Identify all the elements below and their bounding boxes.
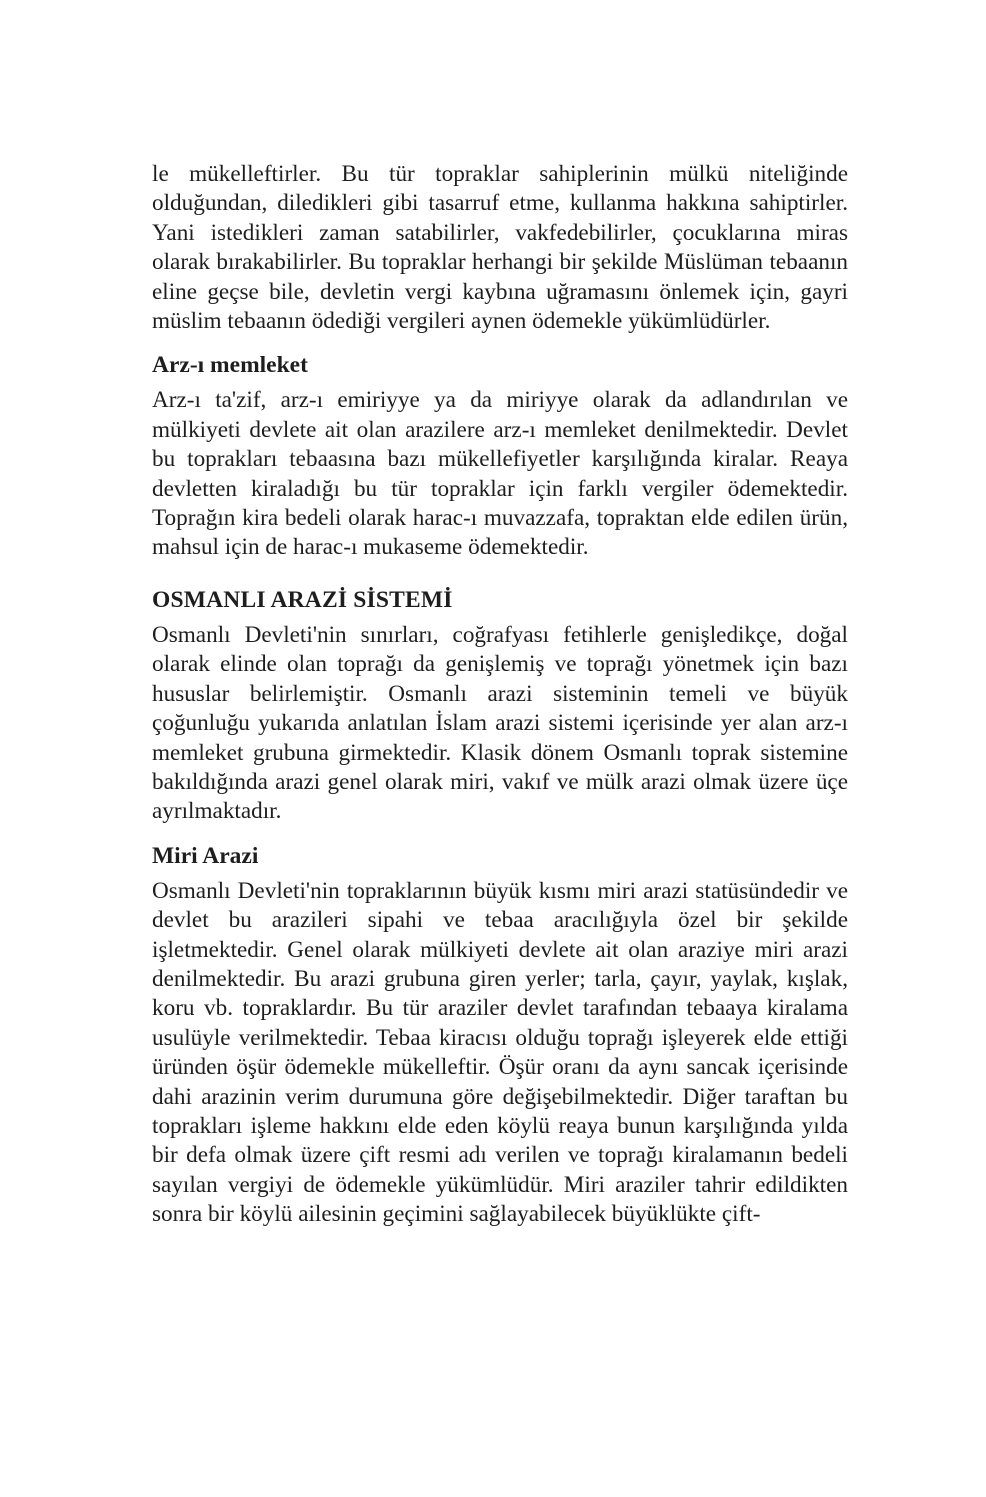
paragraph-osmanli-arazi: Osmanlı Devleti'nin sınırları, coğrafyası fetihlerle genişledikçe, doğal olarak elinde olan toprağı da genişlemiş ve toprağı yönetmek için bazı hususlar belirlemiştir. Osmanlı arazi sisteminin temeli ve büyük çoğunluğu yukarıda anlatılan İslam arazi sistemi içerisinde yer alan arz-ı memleket grubuna girmektedir. Klasik dönem Osmanlı toprak sistemine bakıldığında arazi genel olarak miri, vakıf ve mülk arazi olmak üzere üçe ayrılmaktadır.: [152, 621, 848, 825]
subheading-arz-i-memleket: Arz-ı memleket: [152, 352, 308, 379]
paragraph-arz-i-memleket: Arz-ı ta'zif, arz-ı emiriyye ya da miriyye olarak da adlandırılan ve mülkiyeti devlete ait olan arazilere arz-ı memleket denilmektedir. Devlet bu toprakları tebaasına bazı mükellefiyetler karşılığında kiralar. Reaya devletten kiraladığı bu tür topraklar için farklı vergiler ödemektedir. Toprağın kira bedeli olarak harac-ı muvazzafa, topraktan elde edilen ürün, mahsul için de harac-ı mukaseme ödemektedir.: [152, 387, 848, 561]
paragraph-miri-arazi: Osmanlı Devleti'nin topraklarının büyük kısmı miri arazi statüsündedir ve devlet bu arazileri sipahi ve tebaa aracılığıyla özel bir şekilde işletmektedir. Genel olarak mülkiyeti devlete ait olan araziye miri arazi denilmektedir. Bu arazi grubuna giren yerler; tarla, çayır, yaylak, kışlak, koru vb. topraklardır. Bu tür araziler devlet tarafından tebaaya kiralama usulüyle verilmektedir. Tebaa kiracısı olduğu toprağı işleyerek elde ettiği üründen öşür ödemekle mükelleftir. Öşür oranı da aynı sancak içerisinde dahi arazinin verim durumuna göre değişebilmektedir. Diğer taraftan bu toprakları işleme hakkını elde eden köylü reaya bunun karşılığında yılda bir defa olmak üzere çift resmi adı verilen ve toprağı kiralamanın bedeli sayılan vergiyi de ödemekle yükümlüdür. Miri araziler tahrir edildikten sonra bir köylü ailesinin geçimini sağlayabilecek büyüklükte çift-: [152, 877, 848, 1228]
subheading-miri-arazi: Miri Arazi: [152, 842, 259, 869]
section-heading: OSMANLI ARAZİ SİSTEMİ: [152, 586, 453, 613]
page-content: [152, 160, 848, 1230]
intro-paragraph: le mükelleftirler. Bu tür topraklar sahiplerinin mülkü niteliğinde olduğundan, diledikleri gibi tasarruf etme, kullanma hakkına sahiptirler. Yani istedikleri zaman satabilirler, vakfedebilirler, çocuklarına miras olarak bırakabilirler. Bu topraklar herhangi bir şekilde Müslüman tebaanın eline geçse bile, devletin vergi kaybına uğramasını önlemek için, gayri müslim tebaanın ödediği vergileri aynen ödemekle yükümlüdürler.: [152, 161, 848, 335]
